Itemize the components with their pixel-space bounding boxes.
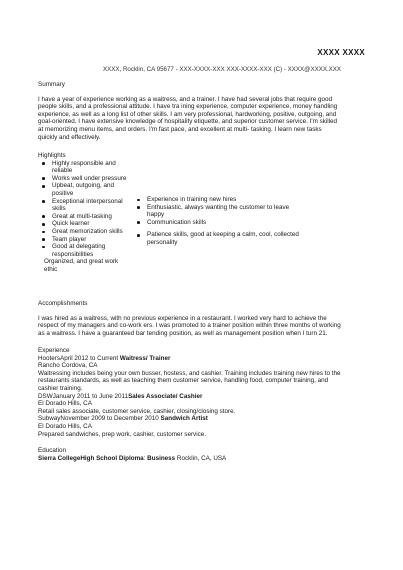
highlight-item: Exceptional interpersonal skills	[38, 198, 130, 213]
highlight-item: Highly responsible and reliable	[38, 160, 130, 175]
accomplishments-heading: Accomplishments	[38, 300, 88, 307]
summary-line: experience, as well as a long list of other skills. I am very professional, hardworking, positive, outgoing, and	[38, 110, 337, 118]
education-field: Business	[147, 454, 176, 462]
job-header	[38, 393, 363, 401]
candidate-name: XXXX XXXX	[317, 48, 365, 57]
highlight-item: Great memorization skills	[38, 228, 130, 236]
highlight-item: Upbeat, outgoing, and positive	[38, 182, 130, 197]
summary-heading: Summary	[38, 81, 65, 88]
contact-line: XXXX, Rocklin, CA 95677 - XXX-XXXX-XXX XXX-XXXX-XXX (C) - XXXX@XXXX.XXX	[103, 66, 342, 73]
job-description: Prepared sandwiches, prep work, cashier, customer service.	[38, 430, 206, 438]
education-school: Sierra CollegeHigh School Diploma	[38, 454, 144, 462]
summary-line: quickly and effectively.	[38, 133, 101, 141]
job-header	[38, 355, 363, 363]
highlight-item: Great at multi-tasking	[38, 213, 130, 221]
summary-line: goal-oriented. I have extensive knowledge of hospitality etiquette, and superior customer service. I'm skilled	[38, 118, 338, 126]
highlight-trailing: Organized, and great work ethic	[44, 258, 119, 273]
highlight-item: Experience in training new hires	[133, 196, 303, 204]
job-description: restaurants standards, as well as teaching them customer service, handling food, computer training, and	[38, 377, 329, 385]
accomplishments-section	[38, 300, 363, 337]
highlights-right-list-2	[133, 231, 303, 246]
summary-line: I have a year of experience working as a waitress, and a trainer. I have had several jobs that require good	[38, 95, 333, 103]
highlight-item: Good at delegating responsibilities	[38, 243, 130, 258]
highlights-right-list	[133, 196, 303, 226]
job-company-dates: DSWJanuary 2011 to June 2011	[38, 392, 129, 400]
job-description: Retail sales associate, customer service, cashier, closing/closing store.	[38, 407, 236, 415]
highlights-heading: Highlights	[38, 152, 66, 159]
highlight-item: Quick learner	[38, 220, 130, 228]
job-location: El Dorado Hills, CA	[38, 422, 92, 430]
summary-line: at memorizing menu items, and orders. I'm fast pace, and excellent at multi- tasking. I learn new tasks	[38, 125, 322, 133]
highlight-item: Enthusiastic, always wanting the customer to leave happy	[133, 204, 303, 219]
accomplishments-line: as a waitress. I have a guaranteed bar tending position, as well as management position when I turn 21.	[38, 329, 328, 337]
job-description: cashier training.	[38, 384, 83, 392]
education-section	[38, 447, 363, 462]
accomplishments-line: I was hired as a waitress, with no previous experience in a restaurant. I worked very hard to achieve the	[38, 314, 327, 322]
highlight-item: Works well under pressure	[38, 175, 130, 183]
highlights-left-column	[38, 152, 130, 274]
highlights-right-column	[133, 196, 303, 247]
highlight-item: Patience skills, good at keeping a calm, cool, collected personality	[133, 231, 303, 246]
education-entry	[38, 455, 363, 463]
summary-line: people skills, and a professional attitude. I have tra ining experience, computer experience, money handling	[38, 103, 338, 111]
highlight-item: Team player	[38, 236, 130, 244]
job-location: El Dorado Hills, CA	[38, 400, 92, 408]
experience-heading: Experience	[38, 347, 70, 354]
job-header	[38, 415, 363, 423]
experience-section	[38, 347, 363, 438]
job-company-dates: HootersApril 2012 to Current	[38, 354, 120, 362]
education-location: Rocklin, CA, USA	[175, 454, 227, 462]
job-title: Waitress/ Trainer	[119, 354, 171, 362]
job-description: Waitressing includes being your own busser, hostess, and cashier. Training includes training new hires to the	[38, 369, 341, 377]
job-company-dates: SubwayNovember 2009 to December 2010	[38, 415, 161, 423]
education-heading: Education	[38, 447, 67, 454]
job-location: Rancho Cordova, CA	[38, 362, 98, 370]
highlights-left-list	[38, 160, 130, 259]
job-title: Sales Associate/ Cashier	[128, 392, 203, 400]
job-title: Sandwich Artist	[160, 415, 208, 423]
education-separator: :	[143, 454, 148, 462]
highlight-item: Communication skills	[133, 219, 303, 227]
accomplishments-line: respect of my managers and co-work ers. I was promoted to a trainer position within three months of working	[38, 322, 341, 330]
summary-section	[38, 81, 363, 141]
